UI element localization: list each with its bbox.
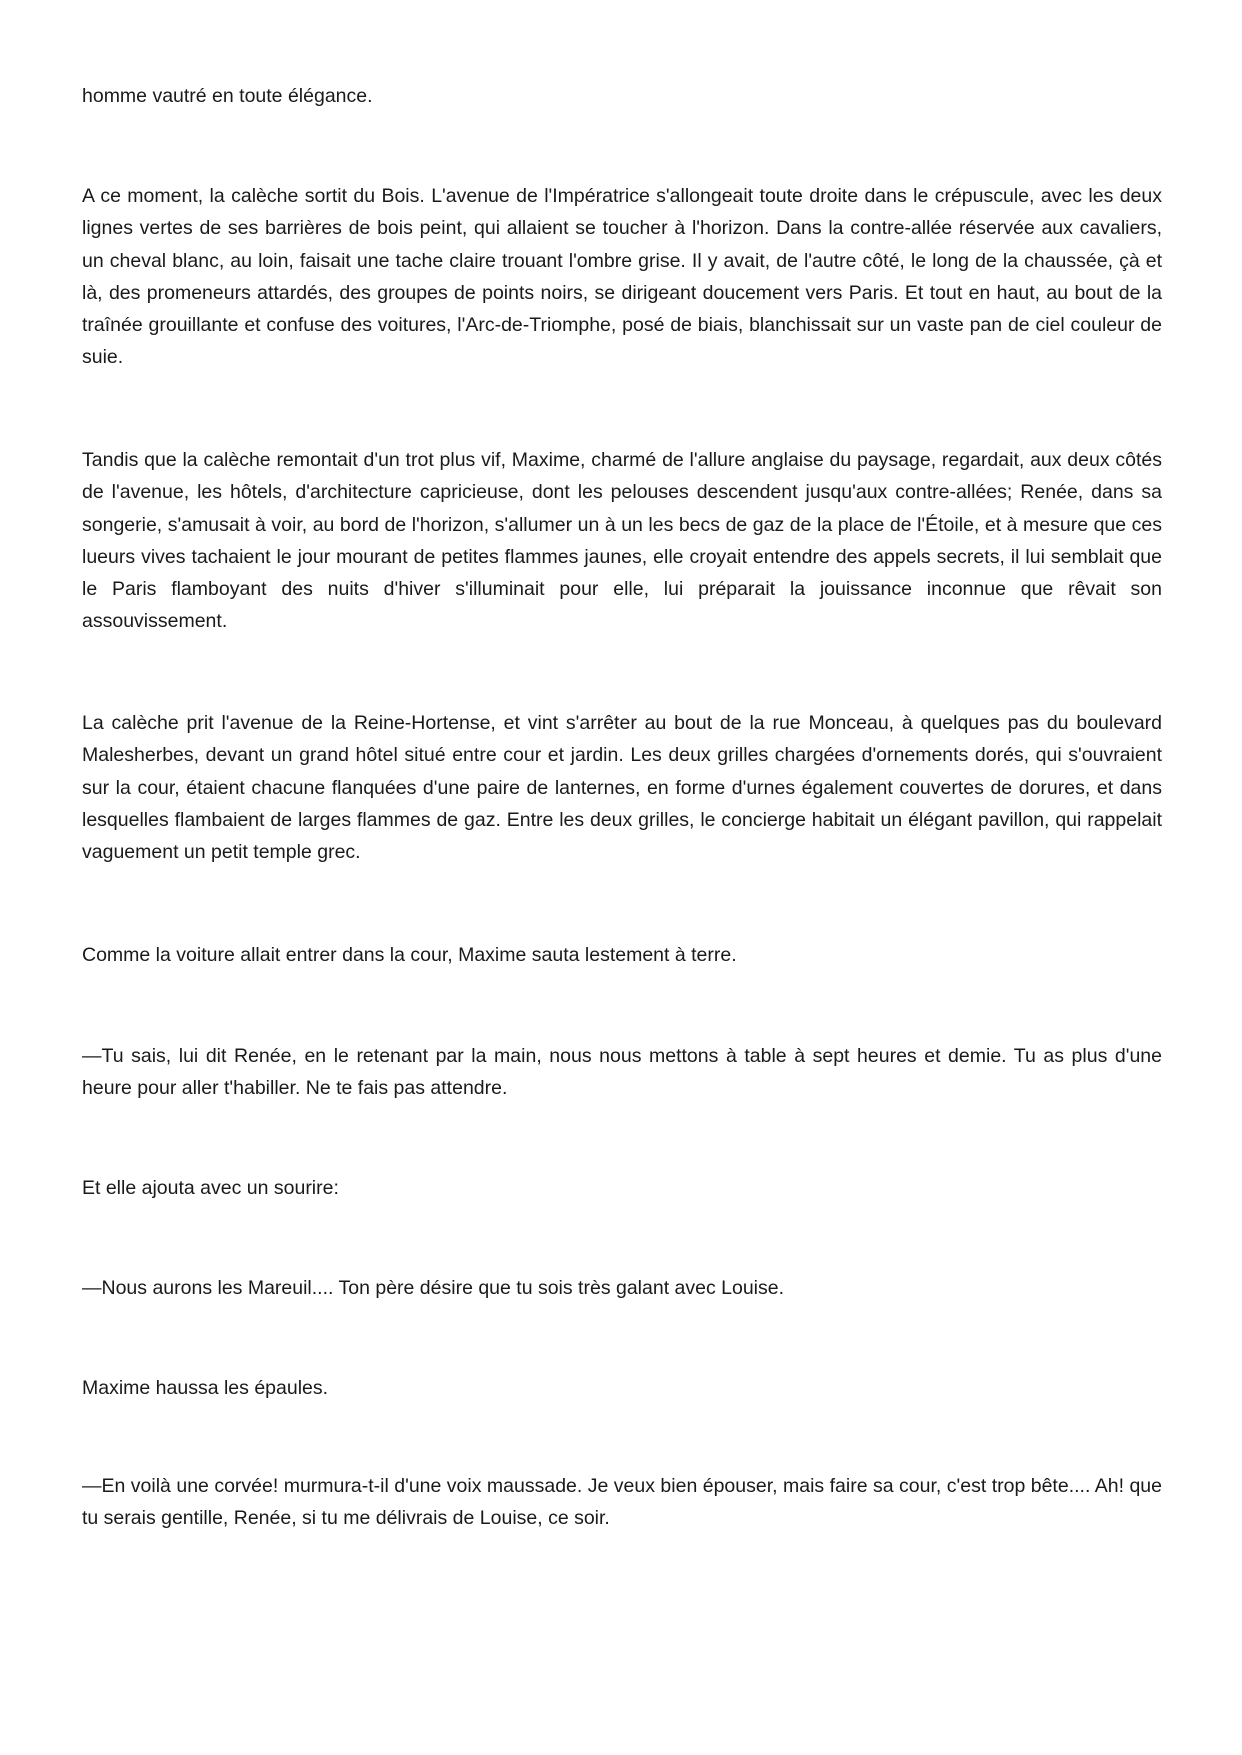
paragraph-9: Maxime haussa les épaules. [82,1377,329,1399]
paragraph-10: —En voilà une corvée! murmura-t-il d'une voix maussade. Je veux bien épouser, mais faire sa cour, c'est trop bête.... Ah! que tu serais gentille, Renée, si tu me délivrais de Louise, ce soir. [82,1475,1162,1530]
paragraph-1: homme vautré en toute élégance. [82,85,373,107]
paragraph-8: —Nous aurons les Mareuil.... Ton père désire que tu sois très galant avec Louise. [82,1277,785,1299]
paragraph-2: A ce moment, la calèche sortit du Bois. L'avenue de l'Impératrice s'allongeait toute droite dans le crépuscule, avec les deux lignes vertes de ses barrières de bois peint, qui allaient se toucher à l'horizon. Dans la contre-allée réservée aux cavaliers, un cheval blanc, au loin, faisait une tache claire trouant l'ombre grise. Il y avait, de l'autre côté, le long de la chaussée, çà et là, des promeneurs attardés, des groupes de points noirs, se dirigeant doucement vers Paris. Et tout en haut, au bout de la traînée grouillante et confuse des voitures, l'Arc-de-Triomphe, posé de biais, blanchissait sur un vaste pan de ciel couleur de suie. [82,185,1162,369]
paragraph-5: Comme la voiture allait entrer dans la cour, Maxime sauta lestement à terre. [82,944,737,966]
paragraph-6: —Tu sais, lui dit Renée, en le retenant par la main, nous nous mettons à table à sept heures et demie. Tu as plus d'une heure pour aller t'habiller. Ne te fais pas attendre. [82,1045,1162,1100]
paragraph-3: Tandis que la calèche remontait d'un trot plus vif, Maxime, charmé de l'allure anglaise du paysage, regardait, aux deux côtés de l'avenue, les hôtels, d'architecture capricieuse, dont les pelouses descendent jusqu'aux contre-allées; Renée, dans sa songerie, s'amusait à voir, au bord de l'horizon, s'allumer un à un les becs de gaz de la place de l'Étoile, et à mesure que ces lueurs vives tachaient le jour mourant de petites flammes jaunes, elle croyait entendre des appels secrets, il lui semblait que le Paris flamboyant des nuits d'hiver s'illuminait pour elle, lui préparait la jouissance inconnue que rêvait son assouvissement. [82,449,1162,633]
paragraph-4: La calèche prit l'avenue de la Reine-Hortense, et vint s'arrêter au bout de la rue Monceau, à quelques pas du boulevard Malesherbes, devant un grand hôtel situé entre cour et jardin. Les deux grilles chargées d'ornements dorés, qui s'ouvraient sur la cour, étaient chacune flanquées d'une paire de lanternes, en forme d'urnes également couvertes de dorures, et dans lesquelles flambaient de larges flammes de gaz. Entre les deux grilles, le concierge habitait un élégant pavillon, qui rappelait vaguement un petit temple grec. [82,712,1162,864]
paragraph-7: Et elle ajouta avec un sourire: [82,1177,339,1199]
